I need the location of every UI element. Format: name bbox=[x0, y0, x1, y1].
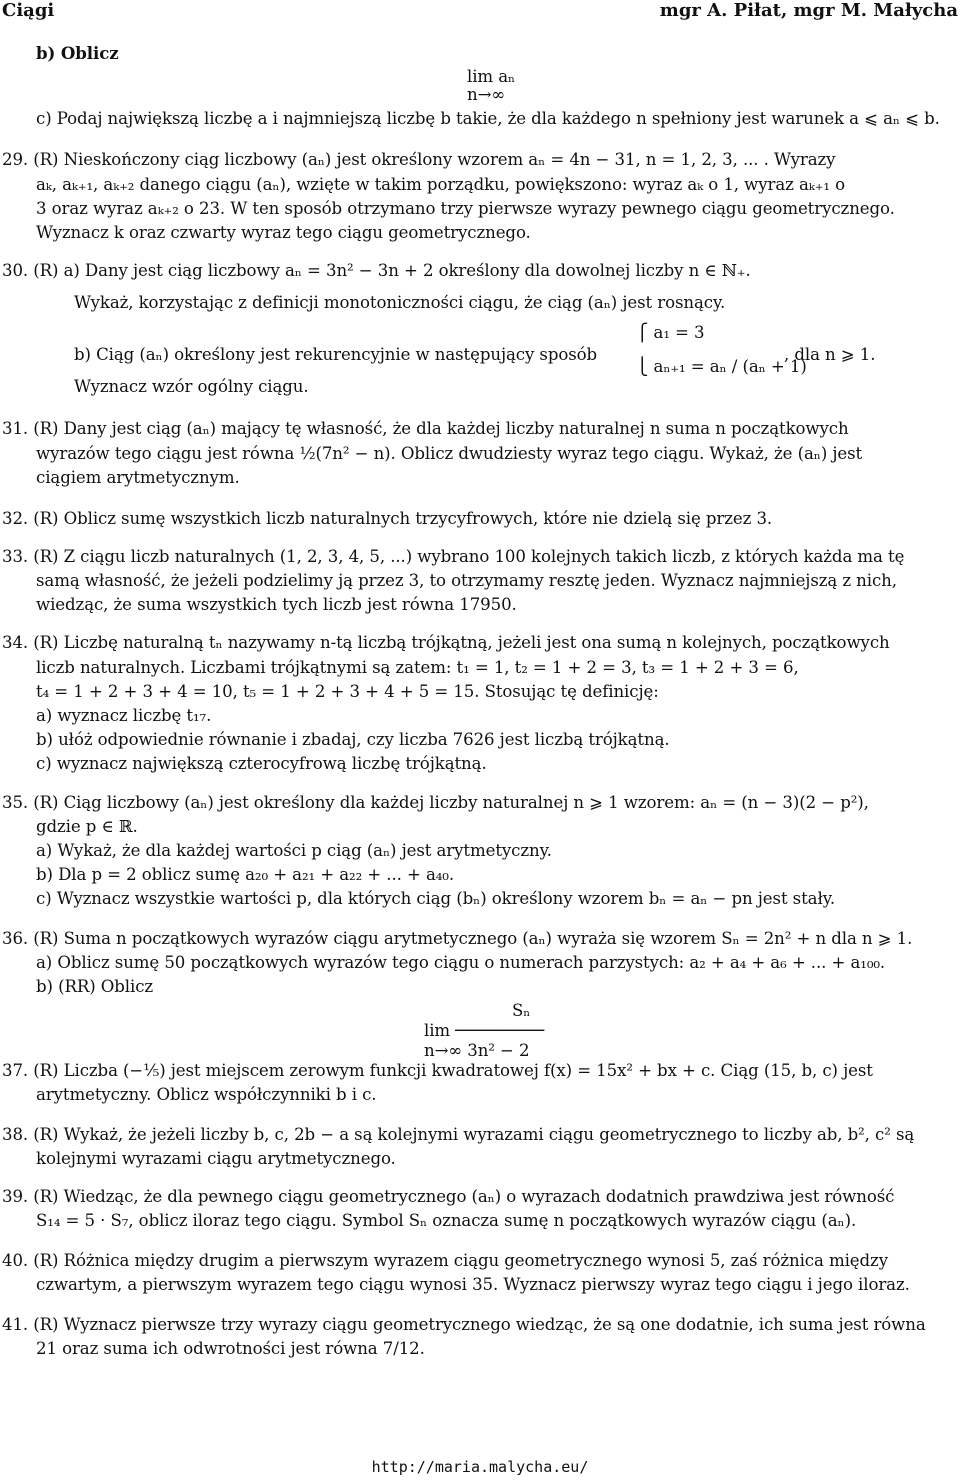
text-line-p38a: 38. (R) Wykaż, że jeżeli liczby b, c, 2b − a są kolejnymi wyrazami ciągu geometrycznego to liczby ab, b², c² są bbox=[2, 1125, 915, 1144]
text-line-p35c: a) Wykaż, że dla każdej wartości p ciąg (aₙ) jest arytmetyczny. bbox=[36, 841, 552, 860]
text-line-p30c: ⎧ a₁ = 3 bbox=[636, 323, 705, 342]
footer-url[interactable]: http://maria.malycha.eu/ bbox=[371, 1458, 589, 1476]
text-line-p36f: n→∞ 3n² − 2 bbox=[424, 1041, 530, 1060]
text-line-p29d: Wyznacz k oraz czwarty wyraz tego ciągu geometrycznego. bbox=[36, 223, 531, 242]
text-line-p36c: b) (RR) Oblicz bbox=[36, 977, 154, 996]
text-line-p36a: 36. (R) Suma n początkowych wyrazów ciągu arytmetycznego (aₙ) wyraża się wzorem Sₙ = 2n² + n dla n ⩾ 1. bbox=[2, 929, 913, 948]
text-line-l4: c) Podaj największą liczbę a i najmniejszą liczbę b takie, że dla każdego n spełniony jest warunek a ⩽ aₙ ⩽ b. bbox=[36, 109, 940, 128]
text-line-p33c: wiedząc, że suma wszystkich tych liczb jest równa 17950. bbox=[36, 595, 517, 614]
text-line-p34a: 34. (R) Liczbę naturalną tₙ nazywamy n-tą liczbą trójkątną, jeżeli jest ona sumą n kolejnych, początkowych bbox=[2, 633, 890, 652]
text-line-p31a: 31. (R) Dany jest ciąg (aₙ) mający tę własność, że dla każdej liczby naturalnej n suma n początkowych bbox=[2, 419, 849, 438]
text-line-p35e: c) Wyznacz wszystkie wartości p, dla których ciąg (bₙ) określony wzorem bₙ = aₙ − pn jest stały. bbox=[36, 889, 835, 908]
text-line-p36e: lim ───────── bbox=[424, 1021, 545, 1040]
text-line-p34e: b) ułóż odpowiednie równanie i zbadaj, czy liczba 7626 jest liczbą trójkątną. bbox=[36, 730, 670, 749]
text-line-p37b: arytmetyczny. Oblicz współczynniki b i c. bbox=[36, 1085, 377, 1104]
text-line-p35b: gdzie p ∈ ℝ. bbox=[36, 817, 138, 836]
text-line-p40a: 40. (R) Różnica między drugim a pierwszym wyrazem ciągu geometrycznego wynosi 5, zaś różnica między bbox=[2, 1251, 888, 1270]
text-line-p30d: b) Ciąg (aₙ) określony jest rekurencyjnie w następujący sposób bbox=[74, 345, 598, 364]
text-line-p30b: Wykaż, korzystając z definicji monotoniczności ciągu, że ciąg (aₙ) jest rosnący. bbox=[74, 293, 726, 312]
text-line-p30e: , dla n ⩾ 1. bbox=[784, 345, 876, 364]
text-line-p29c: 3 oraz wyraz aₖ₊₂ o 23. W ten sposób otrzymano trzy pierwsze wyrazy pewnego ciągu geometrycznego. bbox=[36, 199, 895, 218]
text-line-p39a: 39. (R) Wiedząc, że dla pewnego ciągu geometrycznego (aₙ) o wyrazach dodatnich prawdziwa jest równość bbox=[2, 1187, 895, 1206]
text-line-p30g: Wyznacz wzór ogólny ciągu. bbox=[74, 377, 309, 396]
text-line-p30f: ⎩ aₙ₊₁ = aₙ / (aₙ + 1) bbox=[636, 357, 807, 376]
text-line-p37a: 37. (R) Liczba (−⅕) jest miejscem zerowym funkcji kwadratowej f(x) = 15x² + bx + c. Ciąg (15, b, c) jest bbox=[2, 1061, 873, 1080]
text-line-p36d: Sₙ bbox=[512, 1001, 531, 1020]
text-line-p35a: 35. (R) Ciąg liczbowy (aₙ) jest określony dla każdej liczby naturalnej n ⩾ 1 wzorem: aₙ = (n − 3)(2 − p²), bbox=[2, 793, 869, 812]
text-line-p31c: ciągiem arytmetycznym. bbox=[36, 468, 240, 487]
header-title: Ciągi bbox=[2, 0, 55, 21]
text-line-p36b: a) Oblicz sumę 50 początkowych wyrazów tego ciągu o numerach parzystych: a₂ + a₄ + a₆ + ... + a₁₀₀. bbox=[36, 953, 886, 972]
text-line-p41b: 21 oraz suma ich odwrotności jest równa 7/12. bbox=[36, 1339, 425, 1358]
text-line-p31b: wyrazów tego ciągu jest równa ½(7n² − n). Oblicz dwudziesty wyraz tego ciągu. Wykaż, że (aₙ) jest bbox=[36, 444, 863, 463]
header-authors: mgr A. Piłat, mgr M. Małycha bbox=[659, 0, 958, 21]
text-line-p38b: kolejnymi wyrazami ciągu arytmetycznego. bbox=[36, 1149, 396, 1168]
page-header bbox=[0, 0, 960, 22]
text-line-p33a: 33. (R) Z ciągu liczb naturalnych (1, 2, 3, 4, 5, ...) wybrano 100 kolejnych takich liczb, z których każda ma tę bbox=[2, 547, 905, 566]
text-line-p34f: c) wyznacz największą czterocyfrową liczbę trójkątną. bbox=[36, 754, 487, 773]
text-line-p39b: S₁₄ = 5 · S₇, oblicz iloraz tego ciągu. Symbol Sₙ oznacza sumę n początkowych wyrazów ciągu (aₙ). bbox=[36, 1211, 857, 1230]
text-line-p30a: 30. (R) a) Dany jest ciąg liczbowy aₙ = 3n² − 3n + 2 określony dla dowolnej liczby n ∈ ℕ₊. bbox=[2, 261, 751, 280]
text-line-p29a: 29. (R) Nieskończony ciąg liczbowy (aₙ) jest określony wzorem aₙ = 4n − 31, n = 1, 2, 3, ... . Wyrazy bbox=[2, 150, 836, 169]
text-line-p34d: a) wyznacz liczbę t₁₇. bbox=[36, 706, 212, 725]
text-line-l2: lim aₙ bbox=[467, 67, 516, 86]
text-line-p34b: liczb naturalnych. Liczbami trójkątnymi są zatem: t₁ = 1, t₂ = 1 + 2 = 3, t₃ = 1 + 2 + 3 = 6, bbox=[36, 658, 799, 677]
text-line-p35d: b) Dla p = 2 oblicz sumę a₂₀ + a₂₁ + a₂₂ + ... + a₄₀. bbox=[36, 865, 455, 884]
text-line-l3: n→∞ bbox=[467, 85, 506, 104]
text-line-p41a: 41. (R) Wyznacz pierwsze trzy wyrazy ciągu geometrycznego wiedząc, że są one dodatnie, ich suma jest równa bbox=[2, 1315, 926, 1334]
text-line-p40b: czwartym, a pierwszym wyrazem tego ciągu wynosi 35. Wyznacz pierwszy wyraz tego ciągu i jego iloraz. bbox=[36, 1275, 910, 1294]
text-line-p32a: 32. (R) Oblicz sumę wszystkich liczb naturalnych trzycyfrowych, które nie dzielą się przez 3. bbox=[2, 509, 773, 528]
text-line-p33b: samą własność, że jeżeli podzielimy ją przez 3, to otrzymamy resztę jeden. Wyznacz najmniejszą z nich, bbox=[36, 571, 897, 590]
text-line-l1: b) Oblicz bbox=[36, 43, 119, 63]
text-line-p34c: t₄ = 1 + 2 + 3 + 4 = 10, t₅ = 1 + 2 + 3 + 4 + 5 = 15. Stosując tę definicję: bbox=[36, 682, 659, 701]
text-line-p29b: aₖ, aₖ₊₁, aₖ₊₂ danego ciągu (aₙ), wzięte w takim porządku, powiększono: wyraz aₖ o 1, wyraz aₖ₊₁ o bbox=[36, 175, 845, 194]
